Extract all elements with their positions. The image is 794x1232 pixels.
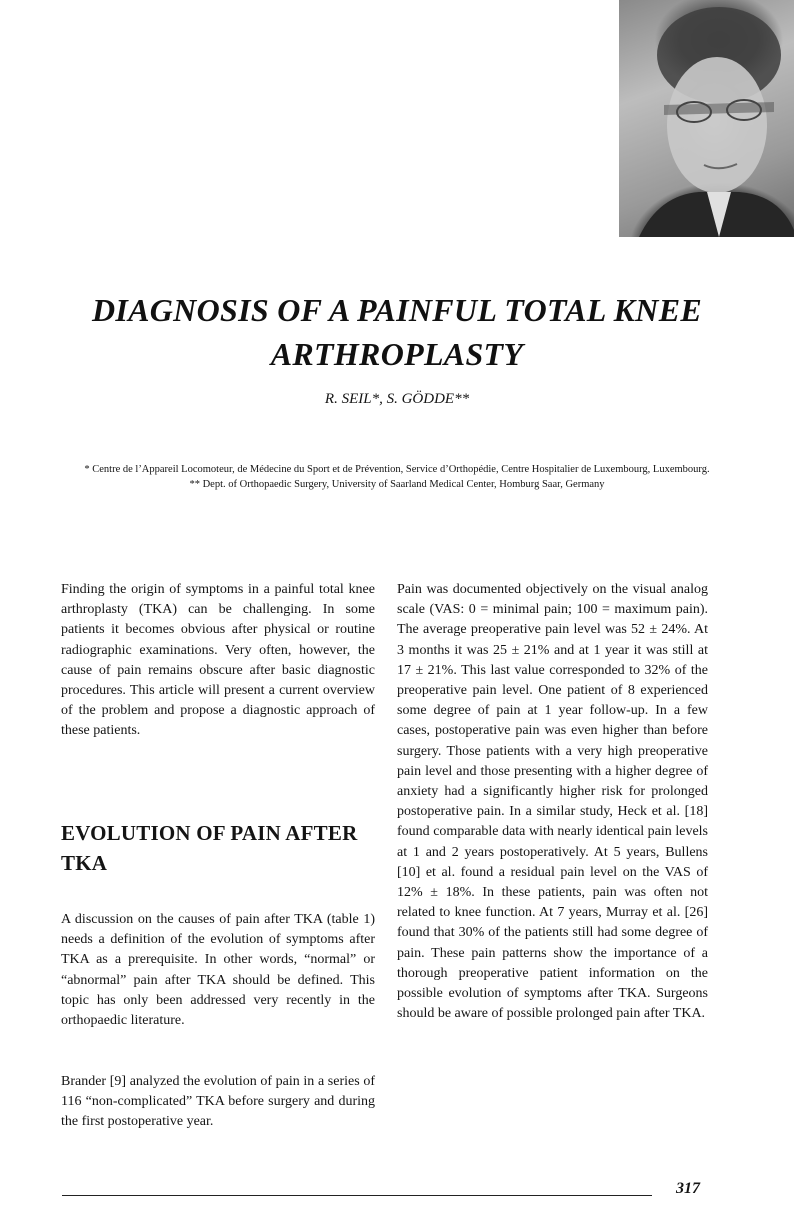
affiliation-2: ** Dept. of Orthopaedic Surgery, University of Saarland Medical Center, Homburg Saar, Germany [189, 479, 605, 490]
paragraph-block-2 [61, 1072, 375, 1133]
article-title: DIAGNOSIS OF A PAINFUL TOTAL KNEE ARTHROPLASTY [91, 292, 703, 372]
author-photo [619, 0, 794, 237]
page-number: 317 [676, 1180, 700, 1197]
body-paragraph-1: A discussion on the causes of pain after TKA (table 1) needs a definition of the evolution of symptoms after TKA as a prerequisite. In other words, “normal” or “abnormal” pain after TKA should be defined. This topic has only been addressed very recently in the orthopaedic literature. [61, 912, 375, 1029]
intro-paragraph-block [61, 580, 375, 742]
author-affiliations [60, 462, 734, 492]
section-heading: EVOLUTION OF PAIN AFTER TKA [61, 821, 358, 875]
paragraph-block-1 [61, 910, 375, 1031]
right-column [397, 580, 708, 1024]
footer-rule [62, 1195, 652, 1196]
intro-paragraph: Finding the origin of symptoms in a painful total knee arthroplasty (TKA) can be challenging. In some patients it becomes obvious after physical or routine radiographic examinations. Very often, however, the cause of pain remains obscure after basic diagnostic procedures. This article will present a current overview of the problem and propose a diagnostic approach of these patients. [61, 582, 375, 739]
body-paragraph-3: Pain was documented objectively on the visual analog scale (VAS: 0 = minimal pain; 100 = maximum pain). The average preoperative pain level was 52 ± 24%. At 3 months it was 25 ± 21% and at 1 year it was still at 17 ± 21%. This last value corresponded to 32% of the preoperative pain level. One patient of 8 experienced some degree of pain at 1 year follow-up. In a few cases, postoperative pain was even higher than before surgery. Those patients with a very high preoperative pain level and those presenting with a higher degree of anxiety had a significantly higher risk for prolonged postoperative pain. In a similar study, Heck et al. [18] found comparable data with nearly identical pain levels at 1 and 2 years postoperatively. At 5 years, Bullens [10] et al. found a residual pain level on the VAS of 12% ± 18%. In these patients, pain was often not related to knee function. At 7 years, Murray et al. [26] found that 30% of the patients still had some degree of pain. These pain patterns show the importance of a thorough preoperative patient information on the possible evolution of symptoms after TKA. Surgeons should be aware of possible prolonged pain after TKA. [397, 582, 708, 1022]
body-paragraph-2: Brander [9] analyzed the evolution of pain in a series of 116 “non-complicated” TKA before surgery and during the first postoperative year. [61, 1074, 375, 1130]
author-portrait-graphic [619, 0, 794, 237]
affiliation-1: * Centre de l’Appareil Locomoteur, de Médecine du Sport et de Prévention, Service d’Orthopédie, Centre Hospitalier de Luxembourg, Luxembourg. [84, 464, 710, 475]
article-authors: R. SEIL*, S. GÖDDE** [324, 391, 470, 407]
